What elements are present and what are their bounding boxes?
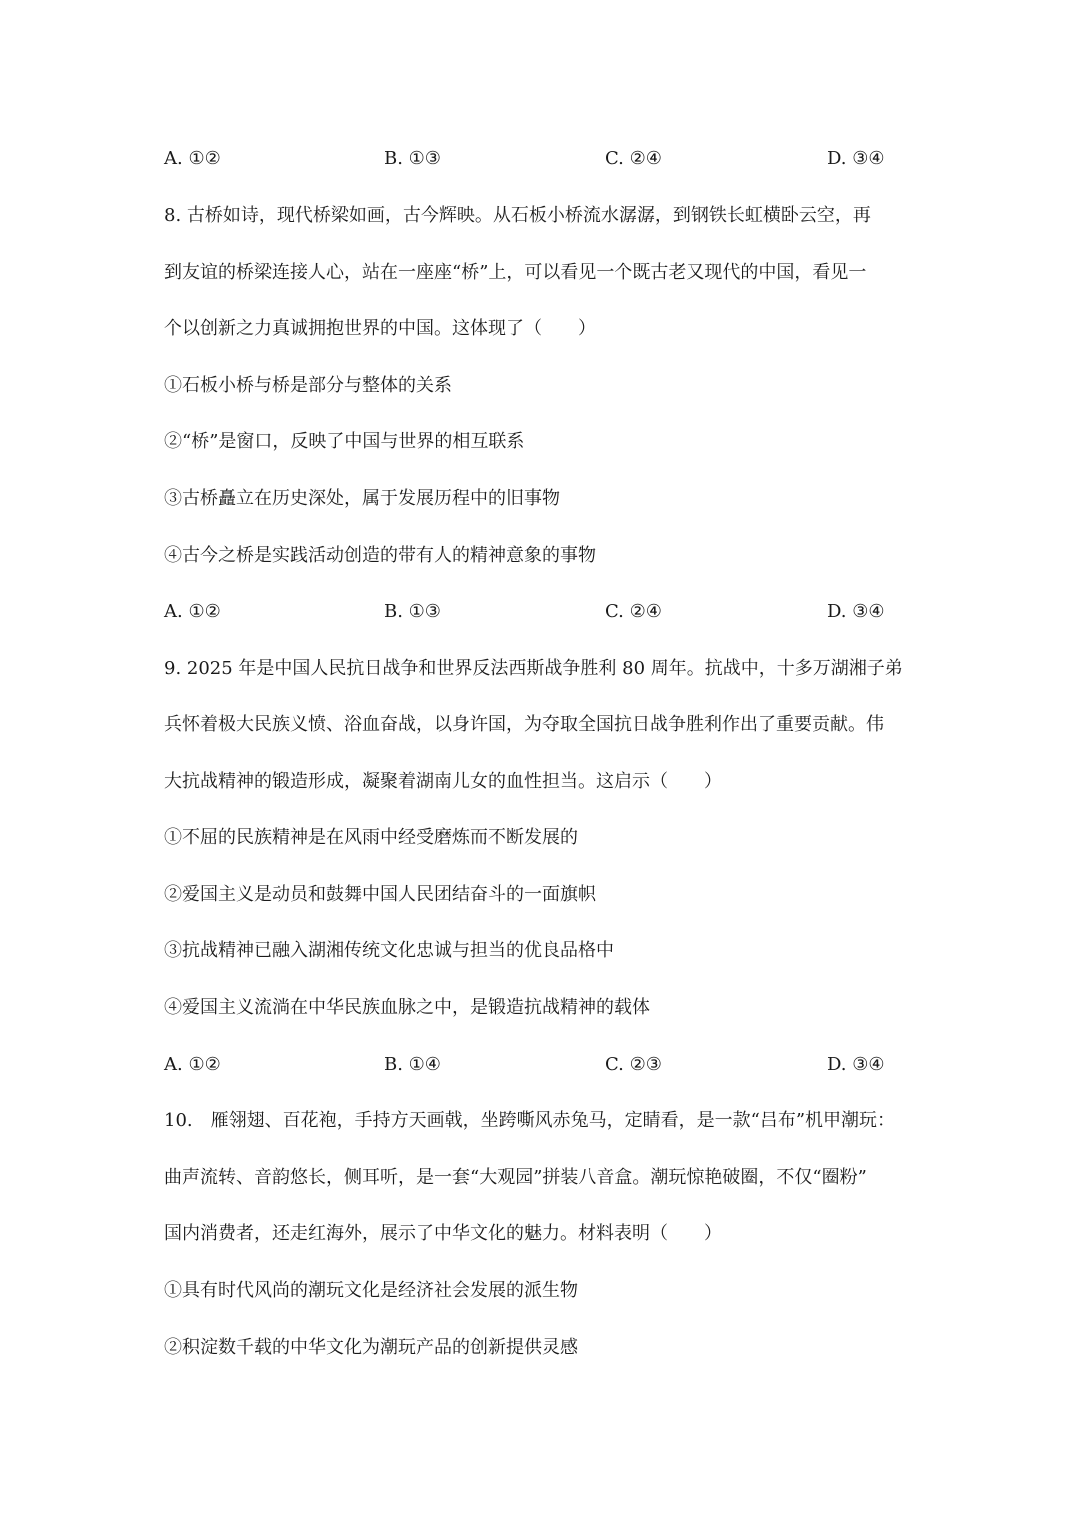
- option-c: C. ②④: [605, 148, 662, 169]
- q8-statement-4: ④古今之桥是实践活动创造的带有人的精神意象的事物: [164, 545, 596, 566]
- option-b: B. ①③: [384, 148, 441, 169]
- option-b: B. ①④: [384, 1054, 441, 1075]
- option-a: A. ①②: [164, 148, 221, 169]
- q8-statement-1: ①石板小桥与桥是部分与整体的关系: [164, 375, 452, 396]
- option-a: A. ①②: [164, 1054, 221, 1075]
- q10-stem-line-1: 10. 雁翎翅、百花袍，手持方天画戟，坐跨嘶风赤兔马，定睛看，是一款“吕布”机甲潮玩：: [164, 1110, 896, 1131]
- q9-options: [164, 1053, 924, 1077]
- q9-statement-3: ③抗战精神已融入湖湘传统文化忠诚与担当的优良品格中: [164, 940, 614, 961]
- option-c: C. ②③: [605, 1054, 662, 1075]
- q8-stem-line-2: 到友谊的桥梁连接人心，站在一座座“桥”上，可以看见一个既古老又现代的中国，看见一: [164, 262, 867, 283]
- q8-statement-2: ②“桥”是窗口，反映了中国与世界的相互联系: [164, 431, 525, 452]
- q9-stem-line-3: 大抗战精神的锻造形成，凝聚着湖南儿女的血性担当。这启示（ ）: [164, 771, 722, 792]
- q8-stem-line-3: 个以创新之力真诚拥抱世界的中国。这体现了（ ）: [164, 318, 596, 339]
- option-d: D. ③④: [827, 601, 885, 622]
- q8-stem-line-1: 8. 古桥如诗，现代桥梁如画，古今辉映。从石板小桥流水潺潺，到钢铁长虹横卧云空，再: [164, 205, 871, 226]
- q8-statement-3: ③古桥矗立在历史深处，属于发展历程中的旧事物: [164, 488, 560, 509]
- option-d: D. ③④: [827, 148, 885, 169]
- q10-statement-1: ①具有时代风尚的潮玩文化是经济社会发展的派生物: [164, 1280, 578, 1301]
- q9-statement-4: ④爱国主义流淌在中华民族血脉之中，是锻造抗战精神的载体: [164, 997, 650, 1018]
- q9-statement-1: ①不屈的民族精神是在风雨中经受磨炼而不断发展的: [164, 827, 578, 848]
- q9-stem-line-1: 9. 2025 年是中国人民抗日战争和世界反法西斯战争胜利 80 周年。抗战中，十多万湖湘子弟: [164, 658, 903, 679]
- q10-stem-line-2: 曲声流转、音韵悠长，侧耳听，是一套“大观园”拼装八音盒。潮玩惊艳破圈，不仅“圈粉”: [164, 1167, 867, 1188]
- option-b: B. ①③: [384, 601, 441, 622]
- q8-options: [164, 600, 924, 624]
- q9-stem-line-2: 兵怀着极大民族义愤、浴血奋战，以身许国，为夺取全国抗日战争胜利作出了重要贡献。伟: [164, 714, 884, 735]
- option-c: C. ②④: [605, 601, 662, 622]
- option-d: D. ③④: [827, 1054, 885, 1075]
- q10-statement-2: ②积淀数千载的中华文化为潮玩产品的创新提供灵感: [164, 1337, 578, 1358]
- q7-options: [164, 147, 924, 171]
- option-a: A. ①②: [164, 601, 221, 622]
- q10-stem-line-3: 国内消费者，还走红海外，展示了中华文化的魅力。材料表明（ ）: [164, 1223, 722, 1244]
- q9-statement-2: ②爱国主义是动员和鼓舞中国人民团结奋斗的一面旗帜: [164, 884, 596, 905]
